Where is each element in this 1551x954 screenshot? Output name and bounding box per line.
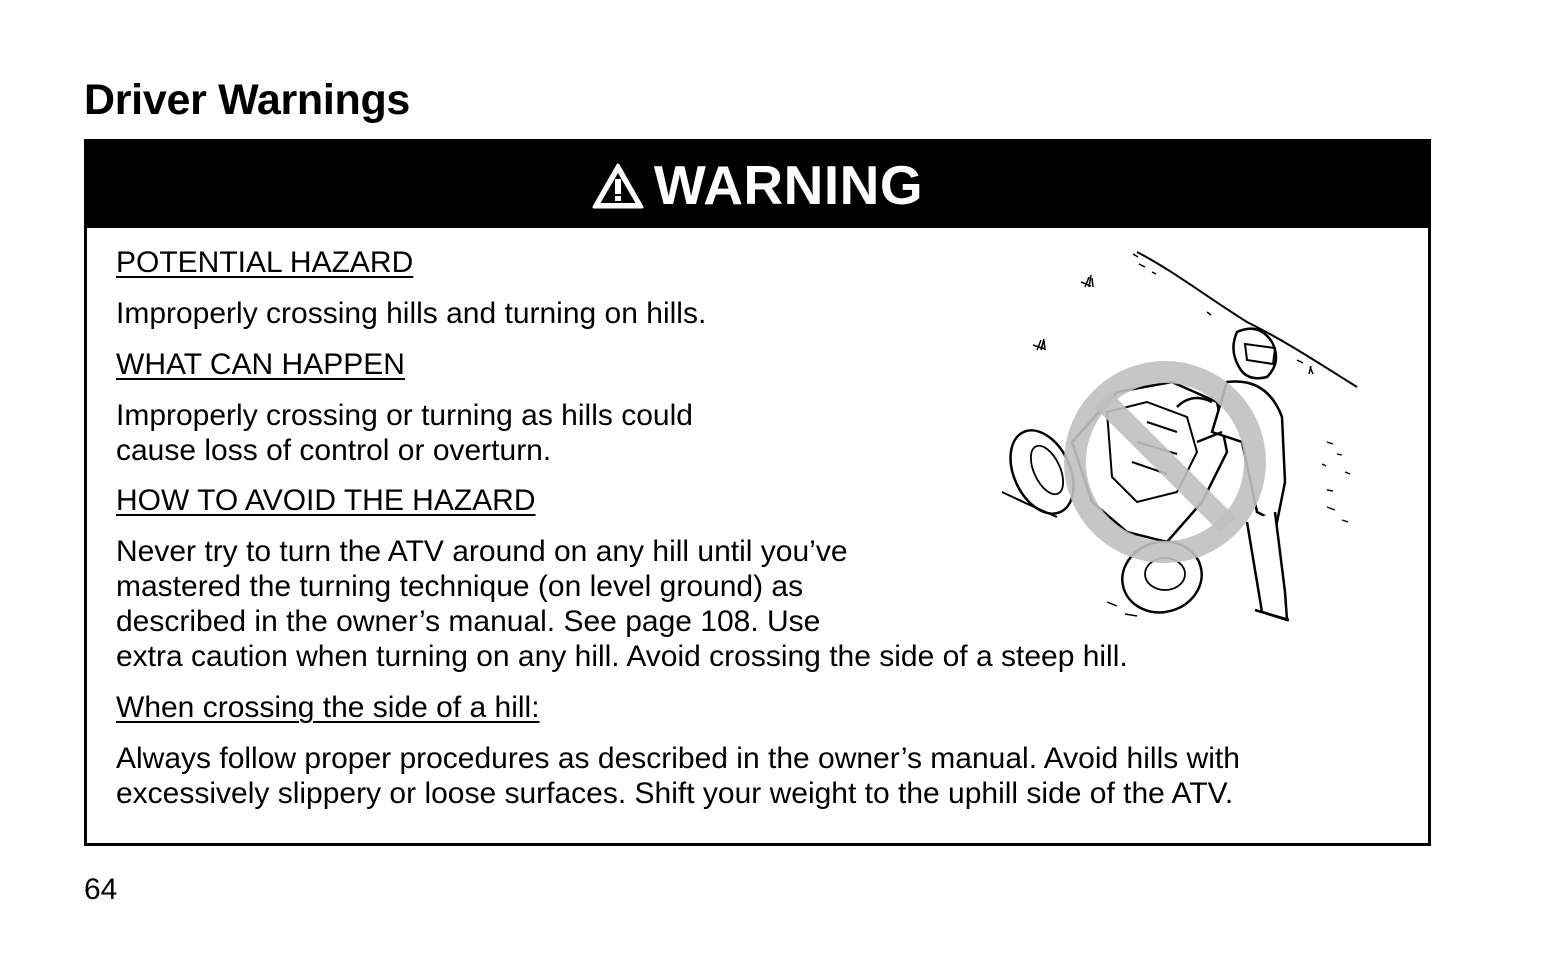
hazard-heading: POTENTIAL HAZARD: [116, 246, 414, 279]
crossing-line: excessively slippery or loose surfaces. Shift your weight to the uphill side of the ATV.: [116, 777, 1234, 810]
warning-label: WARNING: [653, 154, 924, 216]
page-title: Driver Warnings: [84, 76, 411, 124]
warning-box: [84, 139, 1431, 846]
warning-header: [87, 142, 1428, 228]
avoid-line: described in the owner’s manual. See page 108. Use: [116, 605, 821, 638]
happen-heading: WHAT CAN HAPPEN: [116, 348, 405, 381]
crossing-heading: When crossing the side of a hill:: [116, 691, 540, 724]
avoid-line: Never try to turn the ATV around on any hill until you’ve: [116, 535, 848, 568]
hazard-text: Improperly crossing hills and turning on hills.: [116, 297, 707, 330]
avoid-line: extra caution when turning on any hill. Avoid crossing the side of a steep hill.: [116, 640, 1128, 673]
page-number: 64: [84, 873, 118, 906]
crossing-line: Always follow proper procedures as described in the owner’s manual. Avoid hills with: [116, 742, 1240, 775]
warning-triangle-icon: [592, 162, 644, 210]
happen-line: cause loss of control or overturn.: [116, 434, 552, 467]
atv-rider-on-hill-prohibited-icon: [997, 242, 1377, 632]
happen-line: Improperly crossing or turning as hills could: [116, 399, 693, 432]
crossing-text: [116, 741, 1406, 811]
avoid-heading: HOW TO AVOID THE HAZARD: [116, 484, 536, 517]
avoid-line: mastered the turning technique (on level ground) as: [116, 570, 804, 603]
